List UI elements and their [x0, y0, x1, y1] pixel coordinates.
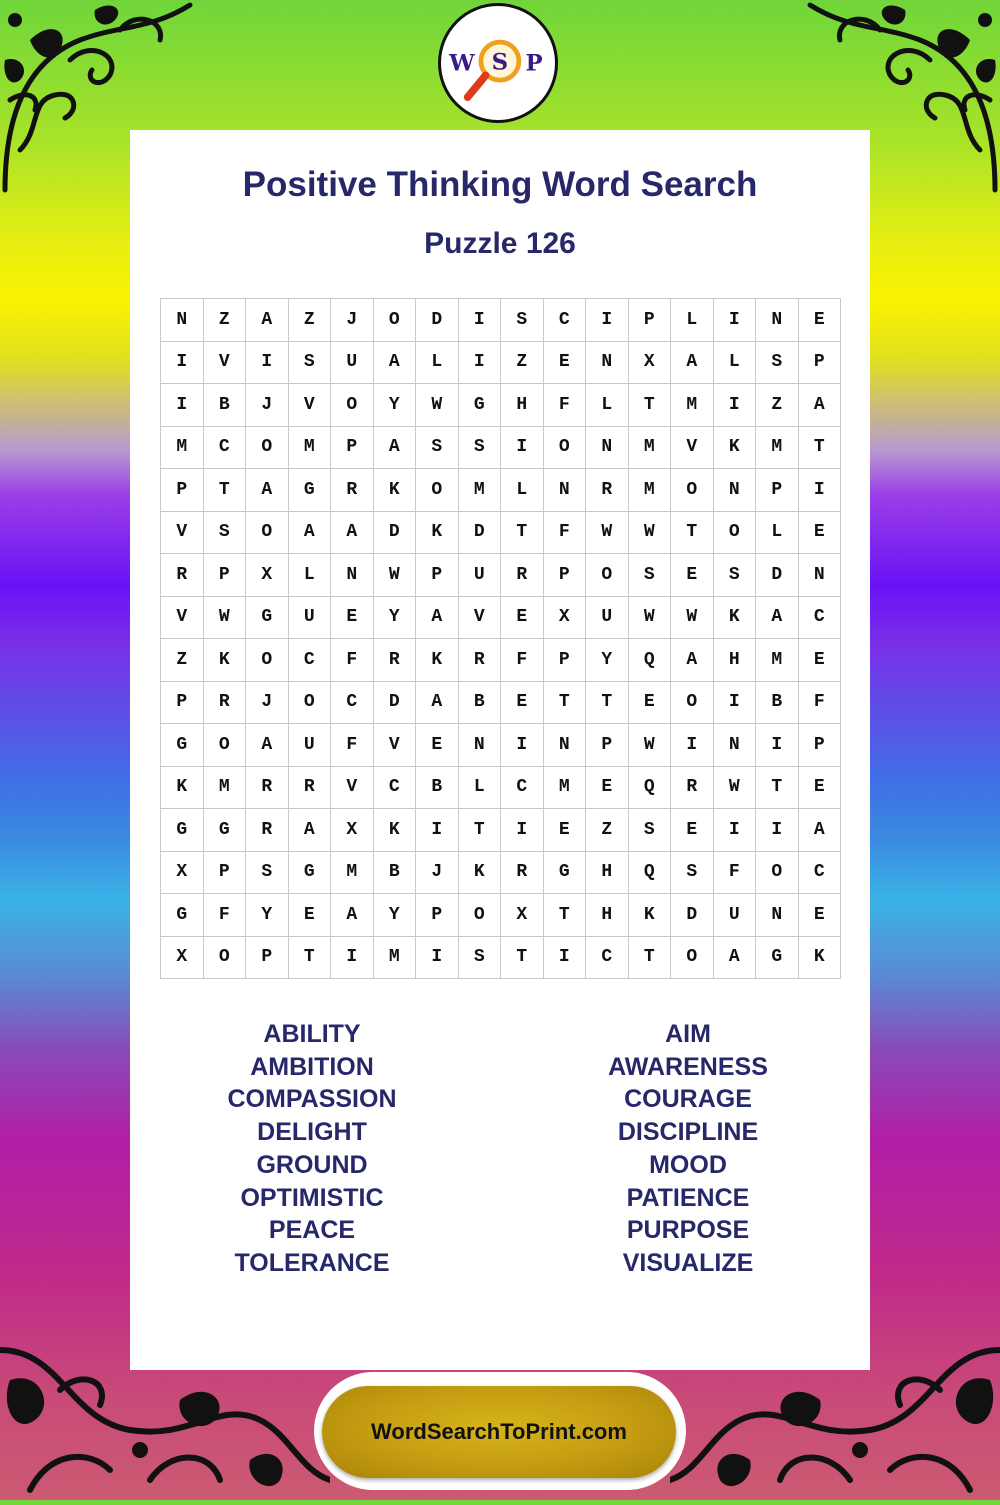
grid-cell: P: [416, 554, 459, 597]
grid-cell: R: [289, 767, 332, 810]
grid-cell: I: [756, 809, 799, 852]
grid-cell: F: [544, 512, 587, 555]
word-list-right: [528, 1018, 848, 1280]
grid-cell: T: [586, 682, 629, 725]
grid-cell: O: [331, 384, 374, 427]
grid-cell: B: [416, 767, 459, 810]
grid-cell: F: [544, 384, 587, 427]
grid-cell: O: [246, 512, 289, 555]
logo-letter-s: S: [491, 49, 509, 76]
grid-cell: I: [544, 937, 587, 980]
grid-cell: E: [501, 597, 544, 640]
grid-cell: M: [331, 852, 374, 895]
grid-cell: C: [374, 767, 417, 810]
grid-cell: P: [629, 299, 672, 342]
grid-cell: Y: [246, 894, 289, 937]
grid-cell: I: [501, 809, 544, 852]
grid-cell: K: [714, 597, 757, 640]
grid-cell: F: [714, 852, 757, 895]
grid-cell: C: [586, 937, 629, 980]
grid-cell: E: [799, 512, 842, 555]
grid-cell: X: [544, 597, 587, 640]
grid-cell: D: [671, 894, 714, 937]
grid-cell: X: [161, 937, 204, 980]
grid-cell: C: [289, 639, 332, 682]
grid-cell: O: [416, 469, 459, 512]
grid-cell: J: [246, 384, 289, 427]
grid-cell: E: [331, 597, 374, 640]
grid-cell: S: [756, 342, 799, 385]
grid-cell: A: [714, 937, 757, 980]
grid-cell: K: [374, 469, 417, 512]
grid-cell: A: [246, 299, 289, 342]
word-item: AMBITION: [250, 1052, 374, 1081]
grid-cell: P: [756, 469, 799, 512]
grid-cell: U: [289, 597, 332, 640]
grid-cell: D: [459, 512, 502, 555]
grid-cell: G: [289, 469, 332, 512]
letter-grid: [160, 298, 841, 979]
grid-cell: K: [161, 767, 204, 810]
grid-cell: B: [459, 682, 502, 725]
grid-cell: E: [629, 682, 672, 725]
grid-cell: R: [161, 554, 204, 597]
grid-cell: S: [629, 554, 672, 597]
grid-cell: L: [501, 469, 544, 512]
grid-cell: P: [161, 469, 204, 512]
word-item: DELIGHT: [257, 1118, 367, 1147]
grid-cell: H: [714, 639, 757, 682]
grid-cell: P: [204, 852, 247, 895]
grid-cell: R: [374, 639, 417, 682]
grid-cell: P: [544, 554, 587, 597]
grid-cell: W: [629, 597, 672, 640]
grid-cell: N: [756, 299, 799, 342]
grid-cell: P: [799, 342, 842, 385]
grid-cell: D: [416, 299, 459, 342]
grid-cell: H: [586, 852, 629, 895]
grid-cell: I: [459, 342, 502, 385]
grid-cell: F: [204, 894, 247, 937]
word-item: DISCIPLINE: [617, 1118, 759, 1147]
grid-cell: O: [671, 682, 714, 725]
grid-cell: E: [416, 724, 459, 767]
grid-cell: E: [799, 767, 842, 810]
grid-cell: I: [586, 299, 629, 342]
grid-cell: V: [331, 767, 374, 810]
grid-cell: M: [756, 427, 799, 470]
grid-cell: G: [204, 809, 247, 852]
grid-cell: K: [374, 809, 417, 852]
grid-cell: A: [416, 597, 459, 640]
grid-cell: U: [331, 342, 374, 385]
grid-cell: N: [756, 894, 799, 937]
grid-cell: G: [289, 852, 332, 895]
grid-cell: O: [671, 469, 714, 512]
grid-cell: E: [671, 809, 714, 852]
grid-cell: O: [246, 427, 289, 470]
grid-cell: F: [501, 639, 544, 682]
grid-cell: O: [246, 639, 289, 682]
grid-cell: S: [289, 342, 332, 385]
grid-cell: N: [544, 469, 587, 512]
grid-cell: W: [374, 554, 417, 597]
grid-cell: U: [459, 554, 502, 597]
grid-cell: C: [331, 682, 374, 725]
grid-cell: I: [799, 469, 842, 512]
grid-cell: I: [756, 724, 799, 767]
grid-cell: Z: [501, 342, 544, 385]
grid-cell: P: [586, 724, 629, 767]
footer-banner[interactable]: [322, 1386, 676, 1478]
word-item: TOLERANCE: [234, 1248, 390, 1277]
grid-cell: P: [204, 554, 247, 597]
grid-cell: E: [799, 894, 842, 937]
grid-cell: S: [459, 937, 502, 980]
grid-cell: C: [501, 767, 544, 810]
grid-cell: D: [374, 682, 417, 725]
grid-cell: E: [544, 809, 587, 852]
grid-cell: T: [459, 809, 502, 852]
grid-cell: R: [246, 767, 289, 810]
grid-cell: M: [629, 427, 672, 470]
word-item: PURPOSE: [626, 1216, 750, 1245]
grid-cell: T: [671, 512, 714, 555]
grid-cell: A: [246, 724, 289, 767]
grid-cell: I: [714, 682, 757, 725]
grid-cell: F: [331, 639, 374, 682]
grid-cell: S: [671, 852, 714, 895]
grid-cell: S: [714, 554, 757, 597]
grid-cell: A: [289, 512, 332, 555]
grid-cell: G: [161, 724, 204, 767]
grid-cell: C: [544, 299, 587, 342]
logo-letter-p: P: [525, 50, 543, 77]
grid-cell: O: [714, 512, 757, 555]
grid-cell: R: [246, 809, 289, 852]
grid-cell: K: [459, 852, 502, 895]
grid-cell: N: [586, 427, 629, 470]
word-item: COURAGE: [624, 1085, 752, 1114]
word-item: AIM: [665, 1020, 711, 1048]
word-item: MOOD: [649, 1150, 727, 1179]
grid-cell: B: [756, 682, 799, 725]
grid-cell: E: [501, 682, 544, 725]
grid-cell: W: [204, 597, 247, 640]
wsp-logo: [438, 3, 558, 123]
grid-cell: I: [331, 937, 374, 980]
grid-cell: D: [374, 512, 417, 555]
grid-cell: T: [799, 427, 842, 470]
logo-letter-w: W: [449, 50, 475, 77]
grid-cell: I: [671, 724, 714, 767]
grid-cell: A: [671, 639, 714, 682]
grid-cell: T: [629, 384, 672, 427]
grid-cell: M: [374, 937, 417, 980]
grid-cell: E: [586, 767, 629, 810]
grid-cell: Y: [586, 639, 629, 682]
grid-cell: S: [416, 427, 459, 470]
grid-cell: M: [544, 767, 587, 810]
grid-cell: I: [714, 809, 757, 852]
grid-cell: F: [331, 724, 374, 767]
grid-cell: G: [161, 809, 204, 852]
grid-cell: S: [501, 299, 544, 342]
grid-cell: Q: [629, 852, 672, 895]
grid-cell: I: [161, 384, 204, 427]
grid-cell: R: [459, 639, 502, 682]
grid-cell: K: [416, 639, 459, 682]
grid-cell: N: [161, 299, 204, 342]
word-item: PEACE: [268, 1216, 356, 1245]
grid-cell: W: [714, 767, 757, 810]
grid-cell: K: [714, 427, 757, 470]
grid-cell: X: [161, 852, 204, 895]
grid-cell: N: [331, 554, 374, 597]
grid-cell: L: [671, 299, 714, 342]
grid-cell: A: [374, 342, 417, 385]
grid-cell: W: [416, 384, 459, 427]
grid-cell: K: [204, 639, 247, 682]
grid-cell: O: [459, 894, 502, 937]
grid-cell: W: [629, 724, 672, 767]
grid-cell: X: [331, 809, 374, 852]
grid-cell: F: [799, 682, 842, 725]
grid-cell: C: [799, 852, 842, 895]
word-item: ABILITY: [263, 1020, 361, 1048]
grid-cell: T: [501, 937, 544, 980]
word-list-left: [152, 1018, 472, 1280]
grid-cell: X: [246, 554, 289, 597]
grid-cell: R: [204, 682, 247, 725]
grid-cell: V: [459, 597, 502, 640]
grid-cell: A: [331, 512, 374, 555]
grid-cell: J: [246, 682, 289, 725]
grid-cell: U: [714, 894, 757, 937]
grid-cell: N: [799, 554, 842, 597]
grid-cell: N: [714, 724, 757, 767]
grid-cell: Z: [204, 299, 247, 342]
grid-cell: Y: [374, 384, 417, 427]
grid-cell: J: [416, 852, 459, 895]
grid-cell: Y: [374, 597, 417, 640]
grid-cell: I: [161, 342, 204, 385]
grid-cell: A: [289, 809, 332, 852]
grid-cell: I: [714, 299, 757, 342]
grid-cell: G: [459, 384, 502, 427]
grid-cell: V: [204, 342, 247, 385]
grid-cell: W: [671, 597, 714, 640]
grid-cell: I: [246, 342, 289, 385]
grid-cell: G: [544, 852, 587, 895]
grid-cell: O: [544, 427, 587, 470]
grid-cell: A: [416, 682, 459, 725]
grid-cell: N: [714, 469, 757, 512]
grid-cell: Y: [374, 894, 417, 937]
grid-cell: U: [586, 597, 629, 640]
grid-cell: X: [629, 342, 672, 385]
grid-cell: S: [629, 809, 672, 852]
grid-cell: M: [289, 427, 332, 470]
grid-cell: P: [246, 937, 289, 980]
word-item: AWARENESS: [608, 1052, 768, 1081]
grid-cell: K: [629, 894, 672, 937]
grid-cell: A: [799, 384, 842, 427]
grid-cell: U: [289, 724, 332, 767]
grid-cell: L: [459, 767, 502, 810]
grid-cell: V: [161, 512, 204, 555]
grid-cell: M: [671, 384, 714, 427]
grid-cell: Z: [756, 384, 799, 427]
grid-cell: N: [459, 724, 502, 767]
grid-cell: T: [501, 512, 544, 555]
grid-cell: V: [374, 724, 417, 767]
grid-cell: I: [714, 384, 757, 427]
grid-cell: O: [374, 299, 417, 342]
grid-cell: H: [586, 894, 629, 937]
grid-cell: M: [756, 639, 799, 682]
word-item: OPTIMISTIC: [240, 1183, 384, 1212]
site-link[interactable]: WordSearchToPrint.com: [371, 1419, 627, 1444]
grid-cell: E: [799, 299, 842, 342]
grid-cell: S: [246, 852, 289, 895]
grid-cell: O: [586, 554, 629, 597]
grid-cell: J: [331, 299, 374, 342]
grid-cell: R: [671, 767, 714, 810]
grid-cell: A: [246, 469, 289, 512]
grid-cell: P: [331, 427, 374, 470]
grid-cell: O: [671, 937, 714, 980]
grid-cell: I: [416, 937, 459, 980]
grid-cell: A: [799, 809, 842, 852]
grid-cell: S: [204, 512, 247, 555]
grid-cell: M: [204, 767, 247, 810]
grid-cell: K: [799, 937, 842, 980]
grid-cell: N: [586, 342, 629, 385]
grid-cell: G: [246, 597, 289, 640]
grid-cell: G: [756, 937, 799, 980]
grid-cell: M: [629, 469, 672, 512]
grid-cell: V: [289, 384, 332, 427]
grid-cell: E: [671, 554, 714, 597]
word-item: COMPASSION: [227, 1085, 397, 1114]
grid-cell: L: [289, 554, 332, 597]
grid-cell: R: [501, 852, 544, 895]
grid-cell: O: [756, 852, 799, 895]
grid-cell: A: [331, 894, 374, 937]
grid-cell: I: [416, 809, 459, 852]
grid-cell: P: [416, 894, 459, 937]
grid-cell: O: [204, 937, 247, 980]
grid-cell: T: [544, 894, 587, 937]
grid-cell: O: [204, 724, 247, 767]
grid-cell: Q: [629, 639, 672, 682]
grid-cell: W: [629, 512, 672, 555]
grid-cell: Z: [161, 639, 204, 682]
grid-cell: E: [544, 342, 587, 385]
grid-cell: I: [459, 299, 502, 342]
grid-cell: M: [161, 427, 204, 470]
grid-cell: R: [501, 554, 544, 597]
grid-cell: R: [586, 469, 629, 512]
grid-cell: G: [161, 894, 204, 937]
grid-cell: V: [671, 427, 714, 470]
grid-cell: B: [374, 852, 417, 895]
grid-cell: Z: [586, 809, 629, 852]
grid-cell: B: [204, 384, 247, 427]
grid-cell: I: [501, 724, 544, 767]
grid-cell: A: [756, 597, 799, 640]
grid-cell: A: [374, 427, 417, 470]
grid-cell: S: [459, 427, 502, 470]
grid-cell: W: [586, 512, 629, 555]
grid-cell: V: [161, 597, 204, 640]
grid-cell: E: [289, 894, 332, 937]
grid-cell: Q: [629, 767, 672, 810]
grid-cell: K: [416, 512, 459, 555]
grid-cell: D: [756, 554, 799, 597]
grid-cell: M: [459, 469, 502, 512]
grid-cell: P: [799, 724, 842, 767]
grid-cell: L: [714, 342, 757, 385]
grid-cell: C: [799, 597, 842, 640]
page-title: Positive Thinking Word Search: [242, 165, 758, 204]
word-item: VISUALIZE: [622, 1248, 754, 1277]
grid-cell: P: [161, 682, 204, 725]
magnifier-logo-icon: [441, 6, 555, 120]
grid-cell: T: [544, 682, 587, 725]
grid-cell: T: [204, 469, 247, 512]
grid-cell: R: [331, 469, 374, 512]
grid-cell: L: [416, 342, 459, 385]
grid-cell: P: [544, 639, 587, 682]
grid-cell: T: [629, 937, 672, 980]
grid-cell: O: [289, 682, 332, 725]
grid-cell: C: [204, 427, 247, 470]
grid-cell: N: [544, 724, 587, 767]
word-item: GROUND: [256, 1150, 368, 1179]
grid-cell: Z: [289, 299, 332, 342]
grid-cell: E: [799, 639, 842, 682]
grid-cell: T: [289, 937, 332, 980]
grid-cell: L: [756, 512, 799, 555]
grid-cell: H: [501, 384, 544, 427]
grid-cell: X: [501, 894, 544, 937]
grid-cell: T: [756, 767, 799, 810]
grid-cell: I: [501, 427, 544, 470]
grid-cell: L: [586, 384, 629, 427]
grid-cell: A: [671, 342, 714, 385]
puzzle-number: Puzzle 126: [424, 227, 576, 260]
word-item: PATIENCE: [626, 1183, 750, 1212]
